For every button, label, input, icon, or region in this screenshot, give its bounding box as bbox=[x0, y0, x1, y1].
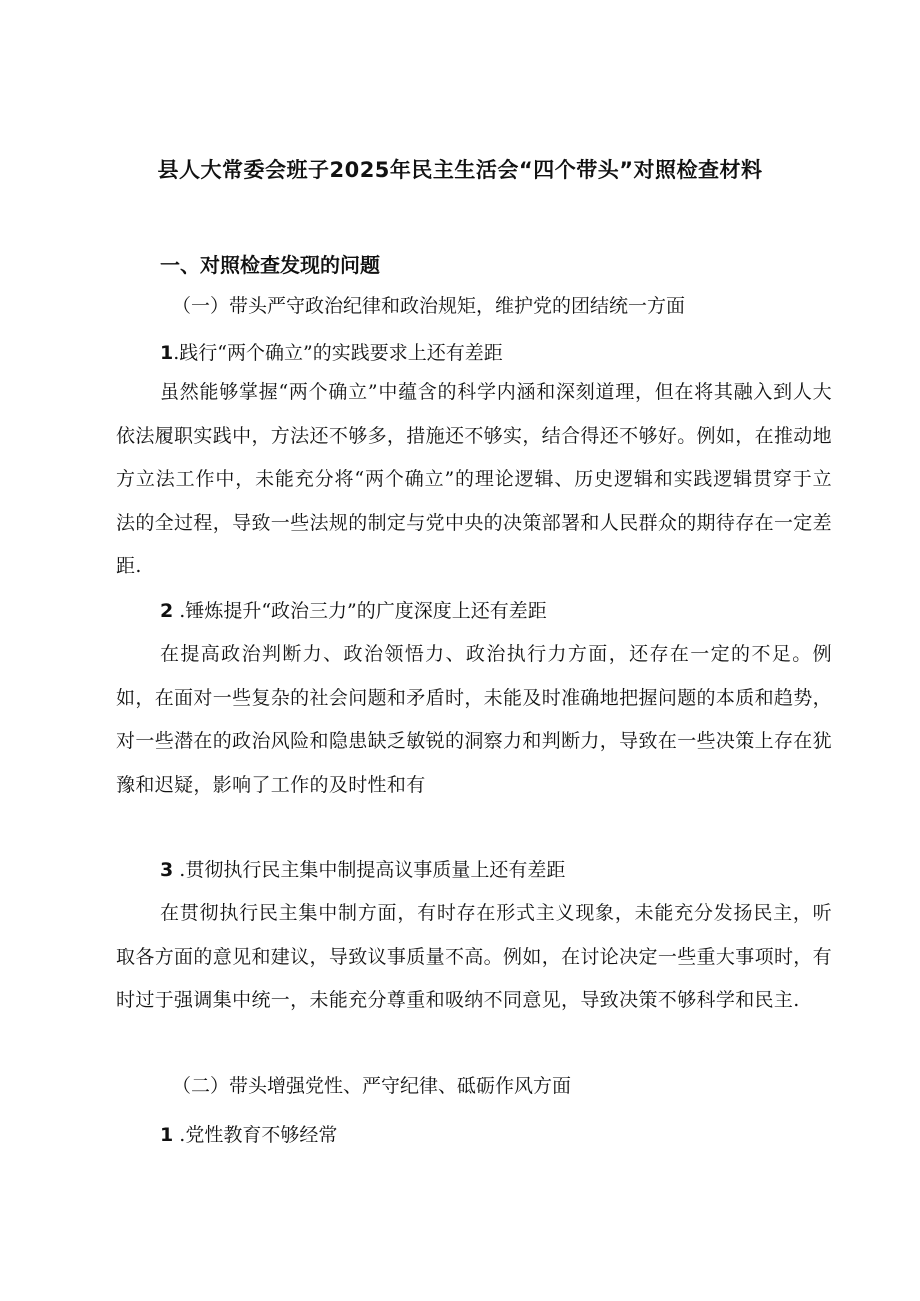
item-title: .党性教育不够经常 bbox=[173, 1124, 338, 1146]
item-number: 1 bbox=[160, 342, 174, 364]
item-body-3: 在贯彻执行民主集中制方面，有时存在形式主义现象，未能充分发扬民主，听取各方面的意见和建议，导致议事质量不高。例如，在讨论决定一些重大事项时，有时过于强调集中统一，未能充分尊重和吸纳不同意见，导致决策不够科学和民主. bbox=[116, 902, 832, 1011]
item-number: 3 bbox=[160, 859, 174, 881]
subsection-heading-1: （一）带头严守政治纪律和政治规矩，维护党的团结统一方面 bbox=[172, 295, 686, 317]
item-body-1: 虽然能够掌握“两个确立”中蕴含的科学内涵和深刻道理，但在将其融入到人大依法履职实践中，方法还不够多，措施还不够实，结合得还不够好。例如，在推动地方立法工作中，未能充分将“两个确立”的理论逻辑、历史逻辑和实践逻辑贯穿于立法的全过程，导致一些法规的制定与党中央的决策部署和人民群众的期待存在一定差距. bbox=[116, 381, 832, 577]
item-title: .践行“两个确立”的实践要求上还有差距 bbox=[173, 342, 503, 364]
subsection-heading-2: （二）带头增强党性、严守纪律、砥砺作风方面 bbox=[172, 1075, 572, 1097]
item-number: 1 bbox=[160, 1124, 174, 1146]
item-heading-3 bbox=[160, 853, 565, 887]
document-title: 县人大常委会班子2025年民主生活会“四个带头”对照检查材料 bbox=[157, 158, 763, 182]
section-heading-problems: 一、对照检查发现的问题 bbox=[160, 253, 380, 277]
item-body-2: 在提高政治判断力、政治领悟力、政治执行力方面，还存在一定的不足。例如，在面对一些复杂的社会问题和矛盾时，未能及时准确地把握问题的本质和趋势，对一些潜在的政治风险和隐患缺乏敏锐的洞察力和判断力，导致在一些决策上存在犹豫和迟疑，影响了工作的及时性和有 bbox=[116, 643, 832, 796]
item-title: .锤炼提升“政治三力”的广度深度上还有差距 bbox=[173, 600, 547, 622]
item-heading-2-1 bbox=[160, 1118, 337, 1152]
item-number: 2 bbox=[160, 600, 174, 622]
item-title: .贯彻执行民主集中制提高议事质量上还有差距 bbox=[173, 859, 566, 881]
item-heading-2 bbox=[160, 594, 547, 628]
item-heading-1 bbox=[160, 336, 503, 370]
